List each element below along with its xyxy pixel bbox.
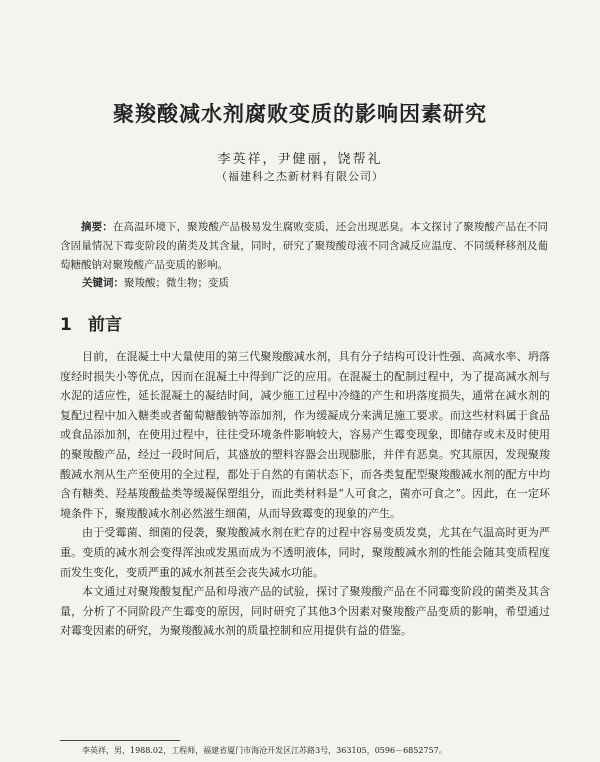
footnote: 李英祥，男，1988.02，工程师，福建省厦门市海沧开发区江苏路3号，363105，0596－6852757。	[82, 746, 447, 755]
body-paragraph: 目前，在混凝土中大量使用的第三代聚羧酸减水剂，具有分子结构可设计性强、高减水率、坍落度经时损失小等优点，因而在混凝土中得到广泛的应用。在混凝土的配制过程中，为了提高减水剂与水泥的适应性，延长混凝土的凝结时间，减少施工过程中冷缝的产生和坍落度损失，通常在减水剂的复配过程中加入糖类或者葡萄糖酸钠等添加剂，作为缓凝成分来满足施工要求。而这些材料属于食品或食品添加剂，在使用过程中，往往受环境条件影响较大，容易产生霉变现象，即储存或未及时使用的聚羧酸产品，经过一段时间后，其盛放的塑料容器会出现膨胀，并伴有恶臭。究其原因，发现聚羧酸减水剂从生产至使用的全过程，都处于自然的有菌状态下，而各类复配型聚羧酸减水剂的配方中均含有糖类、羟基羧酸盐类等缓凝保塑组分，而此类材料是“人可食之，菌亦可食之”。因此，在一定环境条件下，聚羧酸减水剂必然滋生细菌，从而导致霉变的现象的产生。	[60, 350, 550, 520]
abstract-label: 摘要：	[81, 221, 113, 233]
author-affiliation: （福建科之杰新材料有限公司）	[216, 170, 384, 183]
body-paragraph: 由于受霉菌、细菌的侵袭，聚羧酸减水剂在贮存的过程中容易变质发臭，尤其在气温高时更为严重。变质的减水剂会变得浑浊或发黑而成为不透明液体，同时，聚羧酸减水剂的性能会随其变质程度而发生变化，变质严重的减水剂甚至会丧失减水功能。	[60, 526, 550, 579]
keywords-label: 关键词：	[82, 277, 124, 289]
footnote-divider	[60, 740, 180, 741]
abstract	[60, 218, 548, 275]
paper-title: 聚羧酸减水剂腐败变质的影响因素研究	[113, 101, 487, 126]
body-text	[60, 347, 550, 641]
keywords-text: 聚羧酸；微生物；变质	[124, 277, 229, 289]
keywords	[82, 274, 229, 293]
author-list: 李英祥，尹健丽，饶帮礼	[217, 152, 383, 167]
section-title: 前言	[88, 315, 122, 335]
body-paragraph: 本文通过对聚羧酸复配产品和母液产品的试验，探讨了聚羧酸产品在不同霉变阶段的菌类及其含量，分析了不同阶段产生霉变的原因，同时研究了其他3个因素对聚羧酸产品变质的影响，希望通过对霉变因素的研究，为聚羧酸减水剂的质量控制和应用提供有益的借鉴。	[60, 585, 550, 638]
abstract-text: 在高温环境下，聚羧酸产品极易发生腐败变质，还会出现恶臭。本文探讨了聚羧酸产品在不同含固量情况下霉变阶段的菌类及其含量，同时，研究了聚羧酸母液不同含减反应温度、不同缓释移剂及葡萄糖酸钠对聚羧酸产品变质的影响。	[60, 221, 549, 271]
section-number: 1	[60, 315, 72, 335]
section-heading	[60, 310, 122, 335]
